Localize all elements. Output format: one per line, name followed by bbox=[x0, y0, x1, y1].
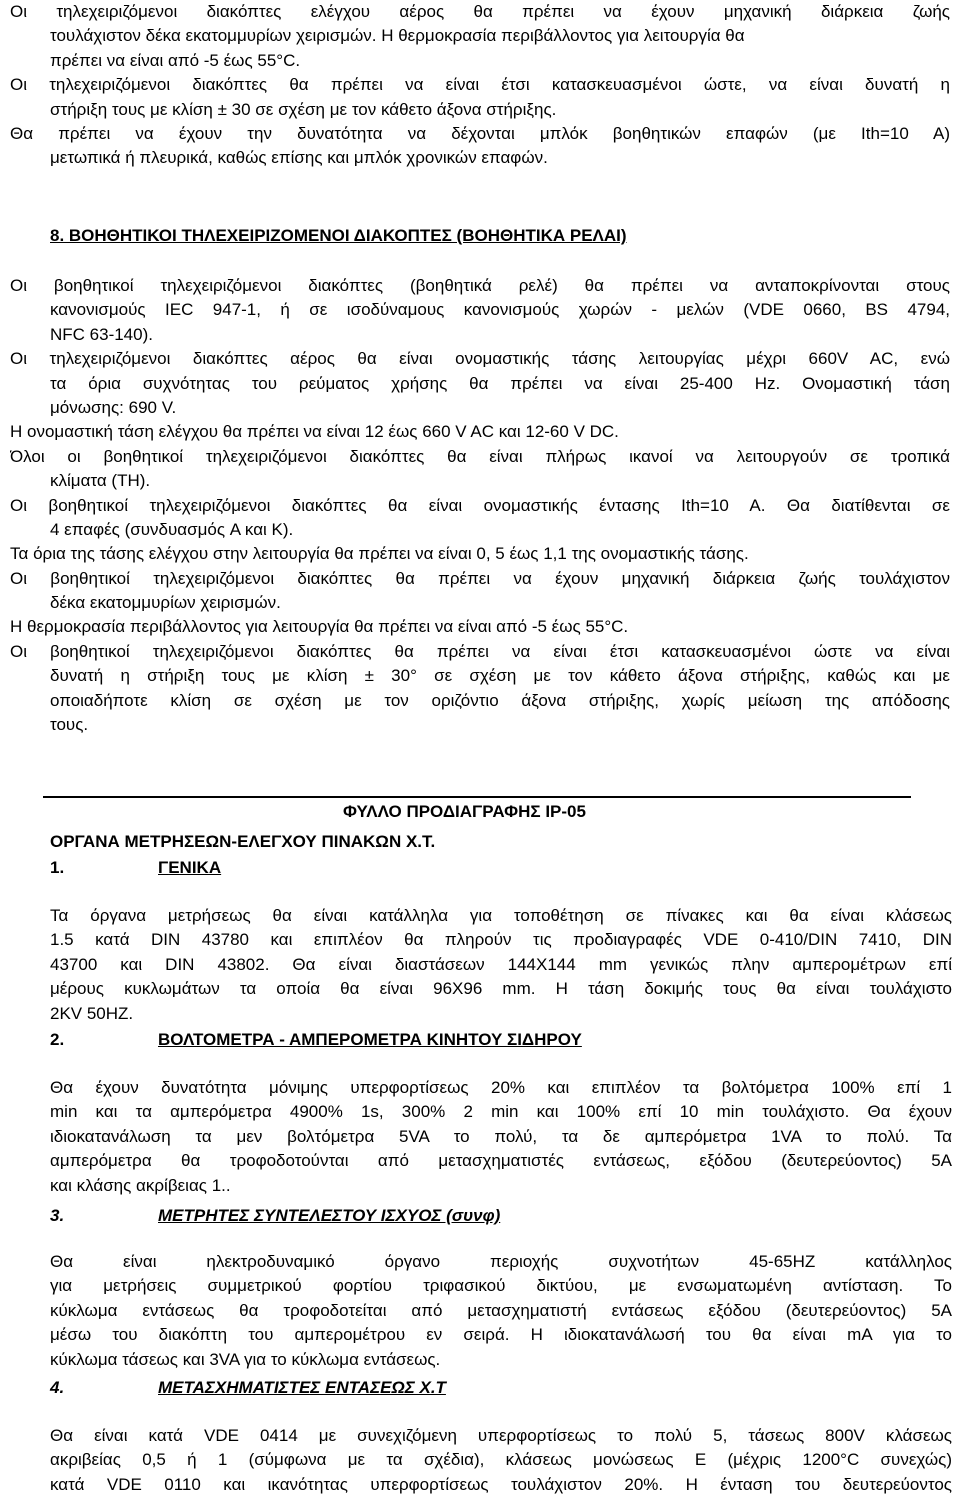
text-line: δυνατή η στήριξη τους με κλίση ± 30° σε σχέση με τον κάθετο άξονα στήριξης, καθώς και με bbox=[50, 666, 950, 686]
text-line: Οι βοηθητικοί τηλεχειριζόμενοι διακόπτες θα είναι ονομαστικής έντασης Ith=10 A. Θα διατίθενται σε bbox=[10, 495, 950, 515]
section-number: 1. bbox=[50, 858, 65, 877]
text-line: τα όρια συχνότητας του ρεύματος χρήσης θα πρέπει να είναι 25-400 Hz. Ονομαστική τάση bbox=[50, 373, 950, 393]
text-line: μόνωσης: 690 V. bbox=[50, 397, 177, 417]
text-line: και κλάσης ακρίβειας 1.. bbox=[50, 1175, 231, 1195]
text-line: πρέπει να είναι από -5 έως 55°C. bbox=[50, 50, 301, 70]
text-line: Οι βοηθητικοί τηλεχειριζόμενοι διακόπτες (βοηθητικά ρελέ) θα πρέπει να ανταποκρίνονται στους bbox=[10, 276, 950, 295]
section-1-heading bbox=[50, 856, 221, 880]
text-line: Θα έχουν δυνατότητα μόνιμης υπερφορτίσεως 20% και επιπλέον τα βολτόμετρα 100% επί 1 bbox=[50, 1078, 952, 1097]
text-line: αμπερόμετρα θα τροφοδοτούνται από μετασχηματιστές εντάσεως, εξόδου (δευτερεύοντος) 5A bbox=[50, 1151, 952, 1171]
text-line: δέκα εκατομμυρίων χειρισμών. bbox=[50, 593, 281, 613]
spec-sheet-subtitle: ΟΡΓΑΝΑ ΜΕΤΡΗΣΕΩΝ-ΕΛΕΓΧΟΥ ΠΙΝΑΚΩΝ Χ.Τ. bbox=[50, 832, 436, 851]
text-line: Όλοι οι βοηθητικοί τηλεχειριζόμενοι διακόπτες θα είναι πλήρως ικανοί να λειτουργούν σε τροπικά bbox=[10, 446, 950, 466]
text-line: Τα όργανα μετρήσεως θα είναι κατάλληλα για τοποθέτηση σε πίνακες και θα είναι κλάσεως bbox=[50, 906, 952, 925]
text-line: για μετρήσεις συμμετρικού φορτίου τριφασικού δικτύου, με ενσωματωμένη αντίσταση. Το bbox=[50, 1276, 952, 1296]
section-number: 3. bbox=[50, 1206, 65, 1225]
text-line: κανονισμούς IEC 947-1, ή σε ισοδύναμους κανονισμούς χωρών - μελών (VDE 0660, BS 4794, bbox=[50, 300, 950, 320]
section-8-heading: 8. ΒΟΗΘΗΤΙΚΟΙ ΤΗΛΕΧΕΙΡΙΖΟΜΕΝΟΙ ΔΙΑΚΟΠΤΕΣ (ΒΟΗΘΗΤΙΚΑ ΡΕΛΑΙ) bbox=[50, 226, 627, 245]
text-line: κλίματα (TH). bbox=[50, 471, 151, 491]
text-line: 4 επαφές (συνδυασμός A και K). bbox=[50, 519, 294, 539]
divider bbox=[43, 796, 911, 798]
section-2-heading bbox=[50, 1028, 582, 1052]
section-8-body bbox=[10, 274, 950, 737]
text-line: μέρους κυκλωμάτων τα οποία θα είναι 96X96 mm. Η τάση δοκιμής τους θα είναι τουλάχιστο bbox=[50, 979, 952, 999]
text-line: κύκλωμα τάσεως και 3VA για το κύκλωμα εντάσεως. bbox=[50, 1349, 441, 1369]
text-line: τους. bbox=[50, 715, 89, 735]
text-line: Οι τηλεχειριζόμενοι διακόπτες θα πρέπει να είναι έτσι κατασκευασμένοι ώστε, να είναι δυνατή η bbox=[10, 75, 950, 95]
section-title: ΓΕΝΙΚΑ bbox=[158, 858, 222, 877]
text-line: Θα είναι κατά VDE 0414 με συνεχιζόμενη υπερφορτίσεως το πολύ 5, τάσεως 800V κλάσεως bbox=[50, 1426, 952, 1445]
text-line: 43700 και DIN 43802. Θα είναι διαστάσεων 144X144 mm γενικώς πλην αμπερομέτρων επί bbox=[50, 954, 952, 974]
section-title: ΒΟΛΤΟΜΕΤΡΑ - ΑΜΠΕΡΟΜΕΤΡΑ ΚΙΝΗΤΟΥ ΣΙΔΗΡΟΥ bbox=[158, 1030, 582, 1049]
text-line: Οι τηλεχειριζόμενοι διακόπτες ελέγχου αέρος θα πρέπει να έχουν μηχανική διάρκεια ζωής bbox=[10, 2, 950, 21]
text-line: στήριξη τους με κλίση ± 30 σε σχέση με τον κάθετο άξονα στήριξης. bbox=[50, 99, 557, 119]
text-line: Οι βοηθητικοί τηλεχειριζόμενοι διακόπτες θα πρέπει να είναι έτσι κατασκευασμένοι ώστε να είναι bbox=[10, 641, 950, 661]
text-line: κατά VDE 0110 και ικανότητας υπερφορτίσεως τουλάχιστον 20%. Η ένταση του δευτερεύοντος bbox=[50, 1474, 952, 1494]
text-line: min και τα αμπερόμετρα 4900% 1s, 300% 2 min και 100% επί 10 min τουλάχιστο. Θα έχουν bbox=[50, 1102, 952, 1122]
text-line: μέσω του διακόπτη του αμπερομέτρου εν σειρά. Η ιδιοκατανάλωσή του θα είναι mA για το bbox=[50, 1325, 952, 1345]
section-3-body bbox=[50, 1250, 952, 1372]
section-title: ΜΕΤΡΗΤΕΣ ΣΥΝΤΕΛΕΣΤΟΥ ΙΣΧΥΟΣ (συνφ) bbox=[158, 1206, 501, 1225]
text-line: Θα πρέπει να έχουν την δυνατότητα να δέχονται μπλόκ βοηθητικών επαφών (με Ith=10 A) bbox=[10, 123, 950, 143]
text-line: Θα είναι ηλεκτροδυναμικό όργανο περιοχής συχνοτήτων 45-65HZ κατάλληλος bbox=[50, 1252, 952, 1271]
text-line: μετωπικά ή πλευρικά, καθώς επίσης και μπλόκ χρονικών επαφών. bbox=[50, 148, 548, 168]
section-3-heading bbox=[50, 1204, 500, 1228]
text-line: οποιαδήποτε κλίση σε σχέση με τον οριζόντιο άξονα στήριξης, χωρίς μείωση της απόδοσης bbox=[50, 690, 950, 710]
text-line: 1.5 κατά DIN 43780 και επιπλέον θα πληρούν τις προδιαγραφές VDE 0-410/DIN 7410, DIN bbox=[50, 930, 952, 950]
section-1-body bbox=[50, 904, 952, 1026]
text-line: NFC 63-140). bbox=[50, 324, 153, 344]
section-number: 4. bbox=[50, 1378, 65, 1397]
spec-sheet-title: ΦΥΛΛΟ ΠΡΟΔΙΑΓΡΑΦΗΣ IP-05 bbox=[343, 802, 586, 821]
text-line: Η ονομαστική τάση ελέγχου θα πρέπει να είναι 12 έως 660 V AC και 12-60 V DC. bbox=[10, 422, 619, 442]
text-line: ακριβείας 0,5 ή 1 (σύμφωνα με τα σχέδια), κλάσεως μονώσεως E (μέχρις 1200°C συνεχώς) bbox=[50, 1450, 952, 1470]
section-2-body bbox=[50, 1076, 952, 1198]
text-line: τουλάχιστον δέκα εκατομμυρίων χειρισμών. Η θερμοκρασία περιβάλλοντος για λειτουργία θα bbox=[50, 26, 745, 46]
section-4-body bbox=[50, 1424, 952, 1497]
top-paragraph bbox=[10, 0, 950, 171]
text-line: κύκλωμα εντάσεως θα τροφοδοτείται από μετασχηματιστή εντάσεως εξόδου (δευτερεύοντος) 5A bbox=[50, 1300, 952, 1320]
section-4-heading bbox=[50, 1376, 446, 1400]
section-title: ΜΕΤΑΣΧΗΜΑΤΙΣΤΕΣ ΕΝΤΑΣΕΩΣ Χ.Τ bbox=[158, 1378, 446, 1397]
text-line: Η θερμοκρασία περιβάλλοντος για λειτουργία θα πρέπει να είναι από -5 έως 55°C. bbox=[10, 617, 629, 637]
text-line: Οι τηλεχειριζόμενοι διακόπτες αέρος θα είναι ονομαστικής τάσης λειτουργίας μέχρι 660V AC, ενώ bbox=[10, 349, 950, 369]
text-line: Τα όρια της τάσης ελέγχου στην λειτουργία θα πρέπει να είναι 0, 5 έως 1,1 της ονομαστικής τάσης. bbox=[10, 544, 749, 564]
section-number: 2. bbox=[50, 1030, 65, 1049]
text-line: Οι βοηθητικοί τηλεχειριζόμενοι διακόπτες θα πρέπει να έχουν μηχανική διάρκεια ζωής τουλάχιστον bbox=[10, 568, 950, 588]
text-line: ιδιοκατανάλωση τα μεν βολτόμετρα 5VA το πολύ, τα δε αμπερόμετρα 1VA το πολύ. Τα bbox=[50, 1126, 952, 1146]
text-line: 2KV 50HZ. bbox=[50, 1003, 134, 1023]
